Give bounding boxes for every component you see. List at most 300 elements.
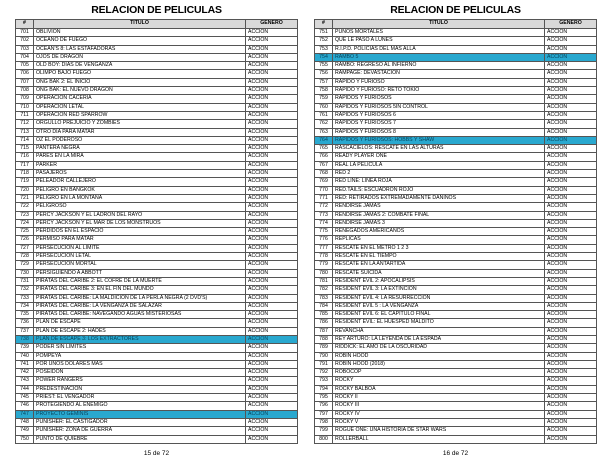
row-genre: ACCION xyxy=(246,103,298,111)
row-genre: ACCION xyxy=(246,228,298,236)
row-genre: ACCION xyxy=(246,111,298,119)
row-number: 759 xyxy=(315,95,333,103)
row-title: RAPIDOS Y FURIOSOS 7 xyxy=(333,120,545,128)
row-genre: ACCION xyxy=(246,261,298,269)
row-genre: ACCION xyxy=(246,294,298,302)
row-genre: ACCION xyxy=(246,87,298,95)
row-title: RAPIDOS Y FURIOSOS 5IN CONTROL xyxy=(333,103,545,111)
row-genre: ACCION xyxy=(246,319,298,327)
row-genre: ACCION xyxy=(246,136,298,144)
row-genre: ACCION xyxy=(246,369,298,377)
row-number: 702 xyxy=(16,37,34,45)
row-genre: ACCION xyxy=(545,253,597,261)
row-number: 720 xyxy=(16,186,34,194)
row-title: RESCATE EN LA ANTARTIDA xyxy=(333,261,545,269)
row-genre: ACCION xyxy=(246,302,298,310)
row-number: 786 xyxy=(315,319,333,327)
row-genre: ACCION xyxy=(545,153,597,161)
table-row xyxy=(315,186,597,194)
row-number: 729 xyxy=(16,261,34,269)
row-number: 770 xyxy=(315,186,333,194)
row-genre: ACCION xyxy=(246,37,298,45)
row-title: OPERACION CACERIA xyxy=(34,95,246,103)
row-genre: ACCION xyxy=(246,344,298,352)
row-title: OLIMPO BAJO FUEGO xyxy=(34,70,246,78)
column-header-number: # xyxy=(16,20,34,29)
row-number: 711 xyxy=(16,111,34,119)
table-row xyxy=(315,394,597,402)
table-row xyxy=(16,244,298,252)
row-genre: ACCION xyxy=(246,219,298,227)
table-row xyxy=(16,311,298,319)
row-number: 778 xyxy=(315,253,333,261)
row-title: ONG BAK 2: EL INICIO xyxy=(34,78,246,86)
row-number: 796 xyxy=(315,402,333,410)
row-number: 752 xyxy=(315,37,333,45)
table-row xyxy=(16,327,298,335)
row-genre: ACCION xyxy=(545,236,597,244)
row-number: 715 xyxy=(16,145,34,153)
row-title: RESIDENT EVIL 4: LA RESURRECCION xyxy=(333,294,545,302)
row-genre: ACCION xyxy=(545,352,597,360)
row-number: 743 xyxy=(16,377,34,385)
page-left xyxy=(15,0,298,463)
row-number: 722 xyxy=(16,203,34,211)
row-title: ORGULLO PREJUICIO Y ZOMBIES xyxy=(34,120,246,128)
row-title: RAMBO 5 xyxy=(333,53,545,61)
row-genre: ACCION xyxy=(545,103,597,111)
table-row xyxy=(16,120,298,128)
table-row xyxy=(315,344,597,352)
row-genre: ACCION xyxy=(545,78,597,86)
row-title: RAPIDO Y FURIOSO xyxy=(333,78,545,86)
row-genre: ACCION xyxy=(545,120,597,128)
row-number: 712 xyxy=(16,120,34,128)
row-genre: ACCION xyxy=(246,78,298,86)
row-title: OTRO DIA PARA MATAR xyxy=(34,128,246,136)
table-row xyxy=(315,369,597,377)
row-genre: ACCION xyxy=(246,236,298,244)
row-title: PIRATAS DEL CARIBE: LA VENGANZA DE SALAZAR xyxy=(34,302,246,310)
row-number: 734 xyxy=(16,302,34,310)
movie-table xyxy=(15,19,298,444)
table-row xyxy=(16,319,298,327)
row-genre: ACCION xyxy=(545,369,597,377)
table-row xyxy=(315,427,597,435)
row-title: PUNTO DE QUIEBRE xyxy=(34,435,246,443)
row-genre: ACCION xyxy=(545,261,597,269)
row-genre: ACCION xyxy=(545,394,597,402)
row-title: RAPIDOS Y FURIOSOS xyxy=(333,95,545,103)
row-genre: ACCION xyxy=(545,62,597,70)
row-genre: ACCION xyxy=(246,128,298,136)
row-title: PIRATAS DEL CARIBE: LA MALDICION DE LA PERLA NEGRA (2 DVD'S) xyxy=(34,294,246,302)
row-number: 754 xyxy=(315,53,333,61)
row-number: 723 xyxy=(16,211,34,219)
row-title: ROCKY V xyxy=(333,418,545,426)
row-number: 701 xyxy=(16,29,34,37)
row-genre: ACCION xyxy=(545,203,597,211)
table-row xyxy=(315,269,597,277)
row-title: PELIGRO EN LA MONTAÑA xyxy=(34,194,246,202)
table-row xyxy=(315,45,597,53)
row-number: 717 xyxy=(16,161,34,169)
row-number: 793 xyxy=(315,377,333,385)
row-title: RAPIDOS Y FURIOSOS 8 xyxy=(333,128,545,136)
row-title: PANTERA NEGRA xyxy=(34,145,246,153)
table-row xyxy=(315,244,597,252)
row-title: PERMISO PARA MATAR xyxy=(34,236,246,244)
row-genre: ACCION xyxy=(246,360,298,368)
row-number: 794 xyxy=(315,385,333,393)
row-number: 748 xyxy=(16,418,34,426)
row-genre: ACCION xyxy=(545,37,597,45)
table-row xyxy=(16,261,298,269)
row-number: 791 xyxy=(315,360,333,368)
row-number: 764 xyxy=(315,136,333,144)
table-row xyxy=(16,95,298,103)
row-title: PARES EN LA MIRA xyxy=(34,153,246,161)
row-genre: ACCION xyxy=(545,427,597,435)
row-genre: ACCION xyxy=(246,161,298,169)
table-row xyxy=(315,402,597,410)
table-row xyxy=(315,261,597,269)
row-genre: ACCION xyxy=(545,410,597,418)
row-title: OLD BOY: DIAS DE VENGANZA xyxy=(34,62,246,70)
row-genre: ACCION xyxy=(246,327,298,335)
row-number: 772 xyxy=(315,203,333,211)
row-title: PIRATAS DEL CARIBE 3: EN EL FIN DEL MUNDO xyxy=(34,286,246,294)
row-genre: ACCION xyxy=(545,269,597,277)
row-genre: ACCION xyxy=(545,95,597,103)
row-number: 731 xyxy=(16,277,34,285)
row-genre: ACCION xyxy=(545,219,597,227)
row-number: 710 xyxy=(16,103,34,111)
row-title: PELIGRO EN BANGKOK xyxy=(34,186,246,194)
row-number: 714 xyxy=(16,136,34,144)
table-row xyxy=(16,277,298,285)
movie-table xyxy=(314,19,597,444)
row-number: 742 xyxy=(16,369,34,377)
row-number: 765 xyxy=(315,145,333,153)
column-header-genre: GENERO xyxy=(545,20,597,29)
table-row xyxy=(16,394,298,402)
table-row xyxy=(16,153,298,161)
row-title: RESIDENT EVIL: EL HUESPED MALDITO xyxy=(333,319,545,327)
row-genre: ACCION xyxy=(246,53,298,61)
row-genre: ACCION xyxy=(246,45,298,53)
row-genre: ACCION xyxy=(545,136,597,144)
table-row xyxy=(16,418,298,426)
row-genre: ACCION xyxy=(545,128,597,136)
row-number: 708 xyxy=(16,87,34,95)
row-number: 788 xyxy=(315,335,333,343)
row-title: RAPIDO Y FURIOSO: RETO TOKIO xyxy=(333,87,545,95)
page-number: 15 de 72 xyxy=(143,450,170,457)
row-number: 789 xyxy=(315,344,333,352)
table-row xyxy=(315,319,597,327)
table-row xyxy=(315,128,597,136)
row-title: OBLIVION xyxy=(34,29,246,37)
row-title: OPERACION RED SPARROW xyxy=(34,111,246,119)
table-row xyxy=(315,37,597,45)
table-row xyxy=(315,277,597,285)
row-number: 744 xyxy=(16,385,34,393)
row-number: 707 xyxy=(16,78,34,86)
row-number: 732 xyxy=(16,286,34,294)
table-row xyxy=(315,161,597,169)
table-row xyxy=(16,136,298,144)
row-genre: ACCION xyxy=(246,153,298,161)
row-title: QUE LE PASO A LUNES xyxy=(333,37,545,45)
row-title: OCEAN'S 8: LAS ESTAFADORAS xyxy=(34,45,246,53)
row-number: 728 xyxy=(16,253,34,261)
row-genre: ACCION xyxy=(246,286,298,294)
row-title: REPLICAS xyxy=(333,236,545,244)
row-genre: ACCION xyxy=(246,410,298,418)
row-genre: ACCION xyxy=(545,244,597,252)
row-title: PUNISHER: ZONA DE GUERRA xyxy=(34,427,246,435)
row-genre: ACCION xyxy=(246,62,298,70)
row-number: 709 xyxy=(16,95,34,103)
row-title: RENDIRSE JAMAS 3 xyxy=(333,219,545,227)
row-number: 703 xyxy=(16,45,34,53)
row-number: 797 xyxy=(315,410,333,418)
row-title: RAPIDOS Y FURIOSOS 6 xyxy=(333,111,545,119)
row-number: 706 xyxy=(16,70,34,78)
table-row xyxy=(16,269,298,277)
row-title: RENEGADOS AMERICANOS xyxy=(333,228,545,236)
row-number: 719 xyxy=(16,178,34,186)
row-number: 785 xyxy=(315,311,333,319)
column-header-number: # xyxy=(315,20,333,29)
row-number: 777 xyxy=(315,244,333,252)
row-genre: ACCION xyxy=(545,194,597,202)
table-row xyxy=(16,294,298,302)
row-title: POR UNOS DOLARES MAS xyxy=(34,360,246,368)
row-title: ROGUE ONE: UNA HISTORIA DE STAR WARS xyxy=(333,427,545,435)
row-genre: ACCION xyxy=(545,70,597,78)
table-row xyxy=(16,427,298,435)
row-title: PELIGROSO xyxy=(34,203,246,211)
row-title: REVANCHA xyxy=(333,327,545,335)
row-genre: ACCION xyxy=(246,385,298,393)
row-number: 705 xyxy=(16,62,34,70)
table-row xyxy=(315,219,597,227)
table-row xyxy=(16,228,298,236)
table-row xyxy=(16,170,298,178)
row-title: RED: RETIRADOS EXTREMADAMENTE DAÑINOS xyxy=(333,194,545,202)
row-title: RESIDENT EVIL 6: EL CAPITULO FINAL xyxy=(333,311,545,319)
row-genre: ACCION xyxy=(246,186,298,194)
row-title: OJOS DE DRAGON xyxy=(34,53,246,61)
row-title: PELEADOR CALLEJERO xyxy=(34,178,246,186)
table-row xyxy=(315,153,597,161)
page-right xyxy=(314,0,597,463)
row-number: 798 xyxy=(315,418,333,426)
row-genre: ACCION xyxy=(246,244,298,252)
table-row xyxy=(315,53,597,61)
row-genre: ACCION xyxy=(246,145,298,153)
row-title: PODER SIN LIMITES xyxy=(34,344,246,352)
table-row xyxy=(315,327,597,335)
column-header-title: TITULO xyxy=(333,20,545,29)
row-title: RESIDENT EVIL 3: LA EXTINCION xyxy=(333,286,545,294)
row-number: 733 xyxy=(16,294,34,302)
row-title: PLAN DE ESCAPE 3: LOS EXTRACTORES xyxy=(34,335,246,343)
row-number: 760 xyxy=(315,103,333,111)
row-title: PERSECUCION LETAL xyxy=(34,253,246,261)
table-row xyxy=(315,136,597,144)
row-title: RED.TAILS: ESCUADRON ROJO xyxy=(333,186,545,194)
table-row xyxy=(16,161,298,169)
row-genre: ACCION xyxy=(545,53,597,61)
table-row xyxy=(16,145,298,153)
row-title: PREDESTINACION xyxy=(34,385,246,393)
page-title: RELACION DE PELICULAS xyxy=(390,4,521,16)
row-title: PASAJEROS xyxy=(34,170,246,178)
table-row xyxy=(16,286,298,294)
row-title: REAL LA PELICULA xyxy=(333,161,545,169)
table-row xyxy=(315,62,597,70)
table-header-row xyxy=(16,20,298,29)
row-genre: ACCION xyxy=(545,377,597,385)
row-number: 799 xyxy=(315,427,333,435)
row-number: 766 xyxy=(315,153,333,161)
table-row xyxy=(16,344,298,352)
table-row xyxy=(315,194,597,202)
table-row xyxy=(16,128,298,136)
row-number: 767 xyxy=(315,161,333,169)
row-genre: ACCION xyxy=(545,170,597,178)
row-title: PIRATAS DEL CARIBE: NAVEGANDO AGUAS MISTERIOSAS xyxy=(34,311,246,319)
row-title: ROBIN HOOD (2018) xyxy=(333,360,545,368)
table-row xyxy=(16,385,298,393)
row-title: PERDIDOS EN EL ESPACIO xyxy=(34,228,246,236)
row-genre: ACCION xyxy=(545,87,597,95)
row-genre: ACCION xyxy=(545,45,597,53)
table-row xyxy=(16,37,298,45)
table-header-row xyxy=(315,20,597,29)
row-genre: ACCION xyxy=(545,435,597,443)
row-genre: ACCION xyxy=(246,95,298,103)
row-number: 800 xyxy=(315,435,333,443)
row-title: ROLLERBALL xyxy=(333,435,545,443)
row-number: 726 xyxy=(16,236,34,244)
row-number: 773 xyxy=(315,211,333,219)
row-genre: ACCION xyxy=(545,344,597,352)
row-title: ROBOCOP xyxy=(333,369,545,377)
row-number: 727 xyxy=(16,244,34,252)
row-title: REY ARTURO: LA LEYENDA DE LA ESPADA xyxy=(333,335,545,343)
row-title: PLAN DE ESCAPE 2: HADES xyxy=(34,327,246,335)
row-title: OCEANO DE FUEGO xyxy=(34,37,246,45)
table-row xyxy=(315,203,597,211)
row-title: RAMBO: REGRESO AL INFIERNO xyxy=(333,62,545,70)
row-genre: ACCION xyxy=(545,161,597,169)
column-header-genre: GENERO xyxy=(246,20,298,29)
row-number: 725 xyxy=(16,228,34,236)
row-genre: ACCION xyxy=(246,120,298,128)
row-genre: ACCION xyxy=(246,194,298,202)
table-row xyxy=(315,228,597,236)
table-row xyxy=(315,236,597,244)
row-genre: ACCION xyxy=(246,394,298,402)
table-row xyxy=(315,178,597,186)
row-number: 787 xyxy=(315,327,333,335)
row-number: 730 xyxy=(16,269,34,277)
row-number: 721 xyxy=(16,194,34,202)
row-number: 776 xyxy=(315,236,333,244)
row-number: 737 xyxy=(16,327,34,335)
row-genre: ACCION xyxy=(246,203,298,211)
row-title: RAPIDOS Y FURIOSOS: HOBBS Y SHAW xyxy=(333,136,545,144)
table-row xyxy=(16,402,298,410)
table-row xyxy=(16,236,298,244)
table-row xyxy=(16,70,298,78)
table-row xyxy=(315,302,597,310)
table-row xyxy=(315,78,597,86)
table-row xyxy=(16,45,298,53)
row-title: PERCY JACKSON Y EL MAR DE LOS MONSTRUOS xyxy=(34,219,246,227)
page-title: RELACION DE PELICULAS xyxy=(91,4,222,16)
row-genre: ACCION xyxy=(545,402,597,410)
table-row xyxy=(16,211,298,219)
row-title: ROCKY II xyxy=(333,394,545,402)
table-row xyxy=(315,286,597,294)
row-number: 769 xyxy=(315,178,333,186)
table-row xyxy=(16,29,298,37)
row-number: 750 xyxy=(16,435,34,443)
row-genre: ACCION xyxy=(246,311,298,319)
row-number: 718 xyxy=(16,170,34,178)
row-title: RESCATE EN EL METRO 1 2 3 xyxy=(333,244,545,252)
row-title: RIDDICK: EL AMO DE LA OSCURIDAD xyxy=(333,344,545,352)
table-row xyxy=(315,335,597,343)
table-row xyxy=(315,360,597,368)
row-genre: ACCION xyxy=(545,178,597,186)
row-genre: ACCION xyxy=(246,269,298,277)
row-number: 795 xyxy=(315,394,333,402)
row-number: 768 xyxy=(315,170,333,178)
row-number: 749 xyxy=(16,427,34,435)
row-genre: ACCION xyxy=(545,211,597,219)
row-number: 751 xyxy=(315,29,333,37)
row-genre: ACCION xyxy=(246,29,298,37)
row-title: PERSIGUIENDO A ABBOTT xyxy=(34,269,246,277)
table-row xyxy=(16,253,298,261)
table-row xyxy=(315,120,597,128)
row-genre: ACCION xyxy=(246,253,298,261)
row-genre: ACCION xyxy=(246,277,298,285)
table-row xyxy=(16,78,298,86)
row-title: RESCATE EN EL TIEMPO xyxy=(333,253,545,261)
row-number: 763 xyxy=(315,128,333,136)
row-number: 745 xyxy=(16,394,34,402)
row-genre: ACCION xyxy=(545,311,597,319)
row-genre: ACCION xyxy=(246,402,298,410)
row-number: 755 xyxy=(315,62,333,70)
row-genre: ACCION xyxy=(246,418,298,426)
row-title: PROYECTO GEMINIS xyxy=(34,410,246,418)
row-genre: ACCION xyxy=(545,29,597,37)
row-genre: ACCION xyxy=(545,302,597,310)
row-genre: ACCION xyxy=(545,186,597,194)
row-genre: ACCION xyxy=(545,385,597,393)
table-row xyxy=(16,186,298,194)
row-genre: ACCION xyxy=(246,170,298,178)
row-number: 740 xyxy=(16,352,34,360)
